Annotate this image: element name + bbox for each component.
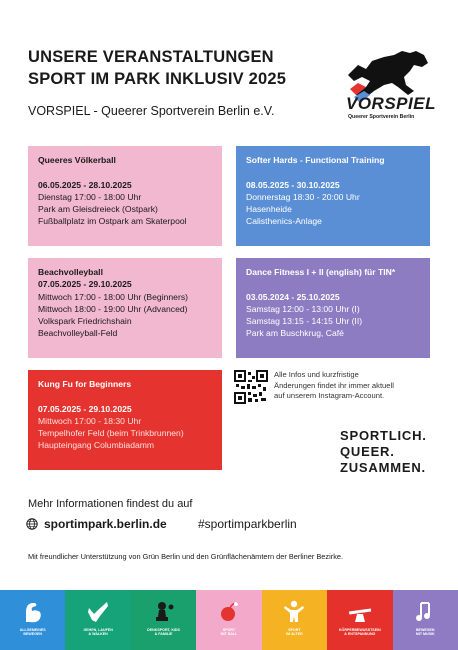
slogan-line: SPORTLICH. [340,428,427,443]
event-title: Softer Hards - Functional Training [246,155,385,165]
event-line: Volkspark Friedrichshain [38,316,132,327]
event-line: Haupteingang Columbiadamm [38,440,155,451]
event-line: Donnerstag 18:30 - 20:00 Uhr [246,191,360,202]
event-line: Mittwoch 17:00 - 18:00 Uhr (Beginners) [38,291,188,302]
hashtag: #sportimparkberlin [198,517,297,531]
event-dates: 07.05.2025 - 29.10.2025 [38,279,132,290]
event-dates: 08.05.2025 - 30.10.2025 [246,179,340,190]
tile-label: GEHEN, LAUFEN & WALKEN [83,628,113,637]
event-line: Mittwoch 18:00 - 19:00 Uhr (Advanced) [38,303,188,314]
event-title: Kung Fu for Beginners [38,379,132,389]
event-card-functional-training [236,146,430,246]
page-title [28,46,328,90]
slogan [340,428,427,476]
tile-allgemeines-bewegen [0,590,65,650]
event-line: Dienstag 17:00 - 18:00 Uhr [38,191,142,202]
ball-icon [218,600,240,624]
globe-icon [26,518,38,530]
tile-bewegen-mit-musik [393,590,458,650]
website-link[interactable]: sportimpark.berlin.de [44,517,167,531]
event-card-kung-fu [28,370,222,470]
event-line: Park am Buschkrug, Café [246,328,344,339]
event-dates: 06.05.2025 - 28.10.2025 [38,179,132,190]
tile-sport-im-alter [262,590,327,650]
instagram-note-line: auf unserem Instagram-Account. [274,391,385,400]
page-title-line-2: SPORT IM PARK INKLUSIV 2025 [28,70,287,88]
tile-label: DENKSPORT, KIDS & FAMILIE [147,628,180,637]
qr-code-icon[interactable] [234,370,268,404]
instagram-note-line: Änderungen findet ihr immer aktuell [274,380,394,390]
tile-label: KÖRPERBEWUSSTSEIN & ENTSPANNUNG [338,628,381,637]
tile-label: SPORT MIT BALL [220,628,238,637]
event-line: Samstag 13:15 - 14:15 Uhr (II) [246,316,363,327]
tile-label: SPORT IM ALTER [286,628,303,637]
event-line: Tempelhofer Feld (beim Trinkbrunnen) [38,428,184,439]
tile-label: ALLGEMEINES BEWEGEN [19,628,46,637]
slogan-line: QUEER. [340,444,395,459]
event-line: Hasenheide [246,204,292,215]
event-line: Samstag 12:00 - 13:00 Uhr (I) [246,303,360,314]
event-line: Fußballplatz im Ostpark am Skaterpool [38,216,187,227]
event-card-voelkerball [28,146,222,246]
more-info-text: Mehr Informationen findest du auf [28,498,193,510]
tile-sport-mit-ball [196,590,261,650]
instagram-note [274,370,394,402]
event-line: Park am Gleisdreieck (Ostpark) [38,204,158,215]
logo-wordmark: VORSPIEL [346,94,436,113]
page-title-line-1: UNSERE VERANSTALTUNGEN [28,48,274,66]
event-line: Calisthenics-Anlage [246,216,322,227]
event-dates: 03.05.2024 - 25.10.2025 [246,291,340,302]
event-card-dance-fitness [236,258,430,358]
event-line: Beachvolleyball-Feld [38,328,118,339]
shoe-icon [86,600,110,624]
tile-gehen-laufen [65,590,130,650]
event-card-beachvolleyball [28,258,222,358]
tile-koerperbewusstsein [327,590,392,650]
chess-pawn-icon [153,600,175,624]
event-dates: 07.05.2025 - 29.10.2025 [38,403,132,414]
support-note: Mit freundlicher Unterstützung von Grün Berlin und den Grünflächenämtern der Berliner Bezirke. [28,552,344,561]
logo-tagline: Queerer Sportverein Berlin [348,114,415,120]
instagram-note-line: Alle Infos und kurzfristige [274,370,359,379]
category-tiles [0,590,458,650]
event-title: Queeres Völkerball [38,155,116,165]
slogan-line: ZUSAMMEN. [340,460,426,475]
person-icon [283,600,305,624]
event-line: Mittwoch 17:00 - 18:30 Uhr [38,415,142,426]
tile-denksport-kids [131,590,196,650]
event-title: Dance Fitness I + II (english) für TIN* [246,267,396,277]
flexed-arm-icon [22,600,44,624]
balance-icon [347,600,373,624]
music-icon [414,600,436,624]
page-subtitle: VORSPIEL - Queerer Sportverein Berlin e.V. [28,104,275,118]
event-title: Beachvolleyball [38,267,103,277]
tile-label: BEWEGEN MIT MUSIK [415,628,435,637]
